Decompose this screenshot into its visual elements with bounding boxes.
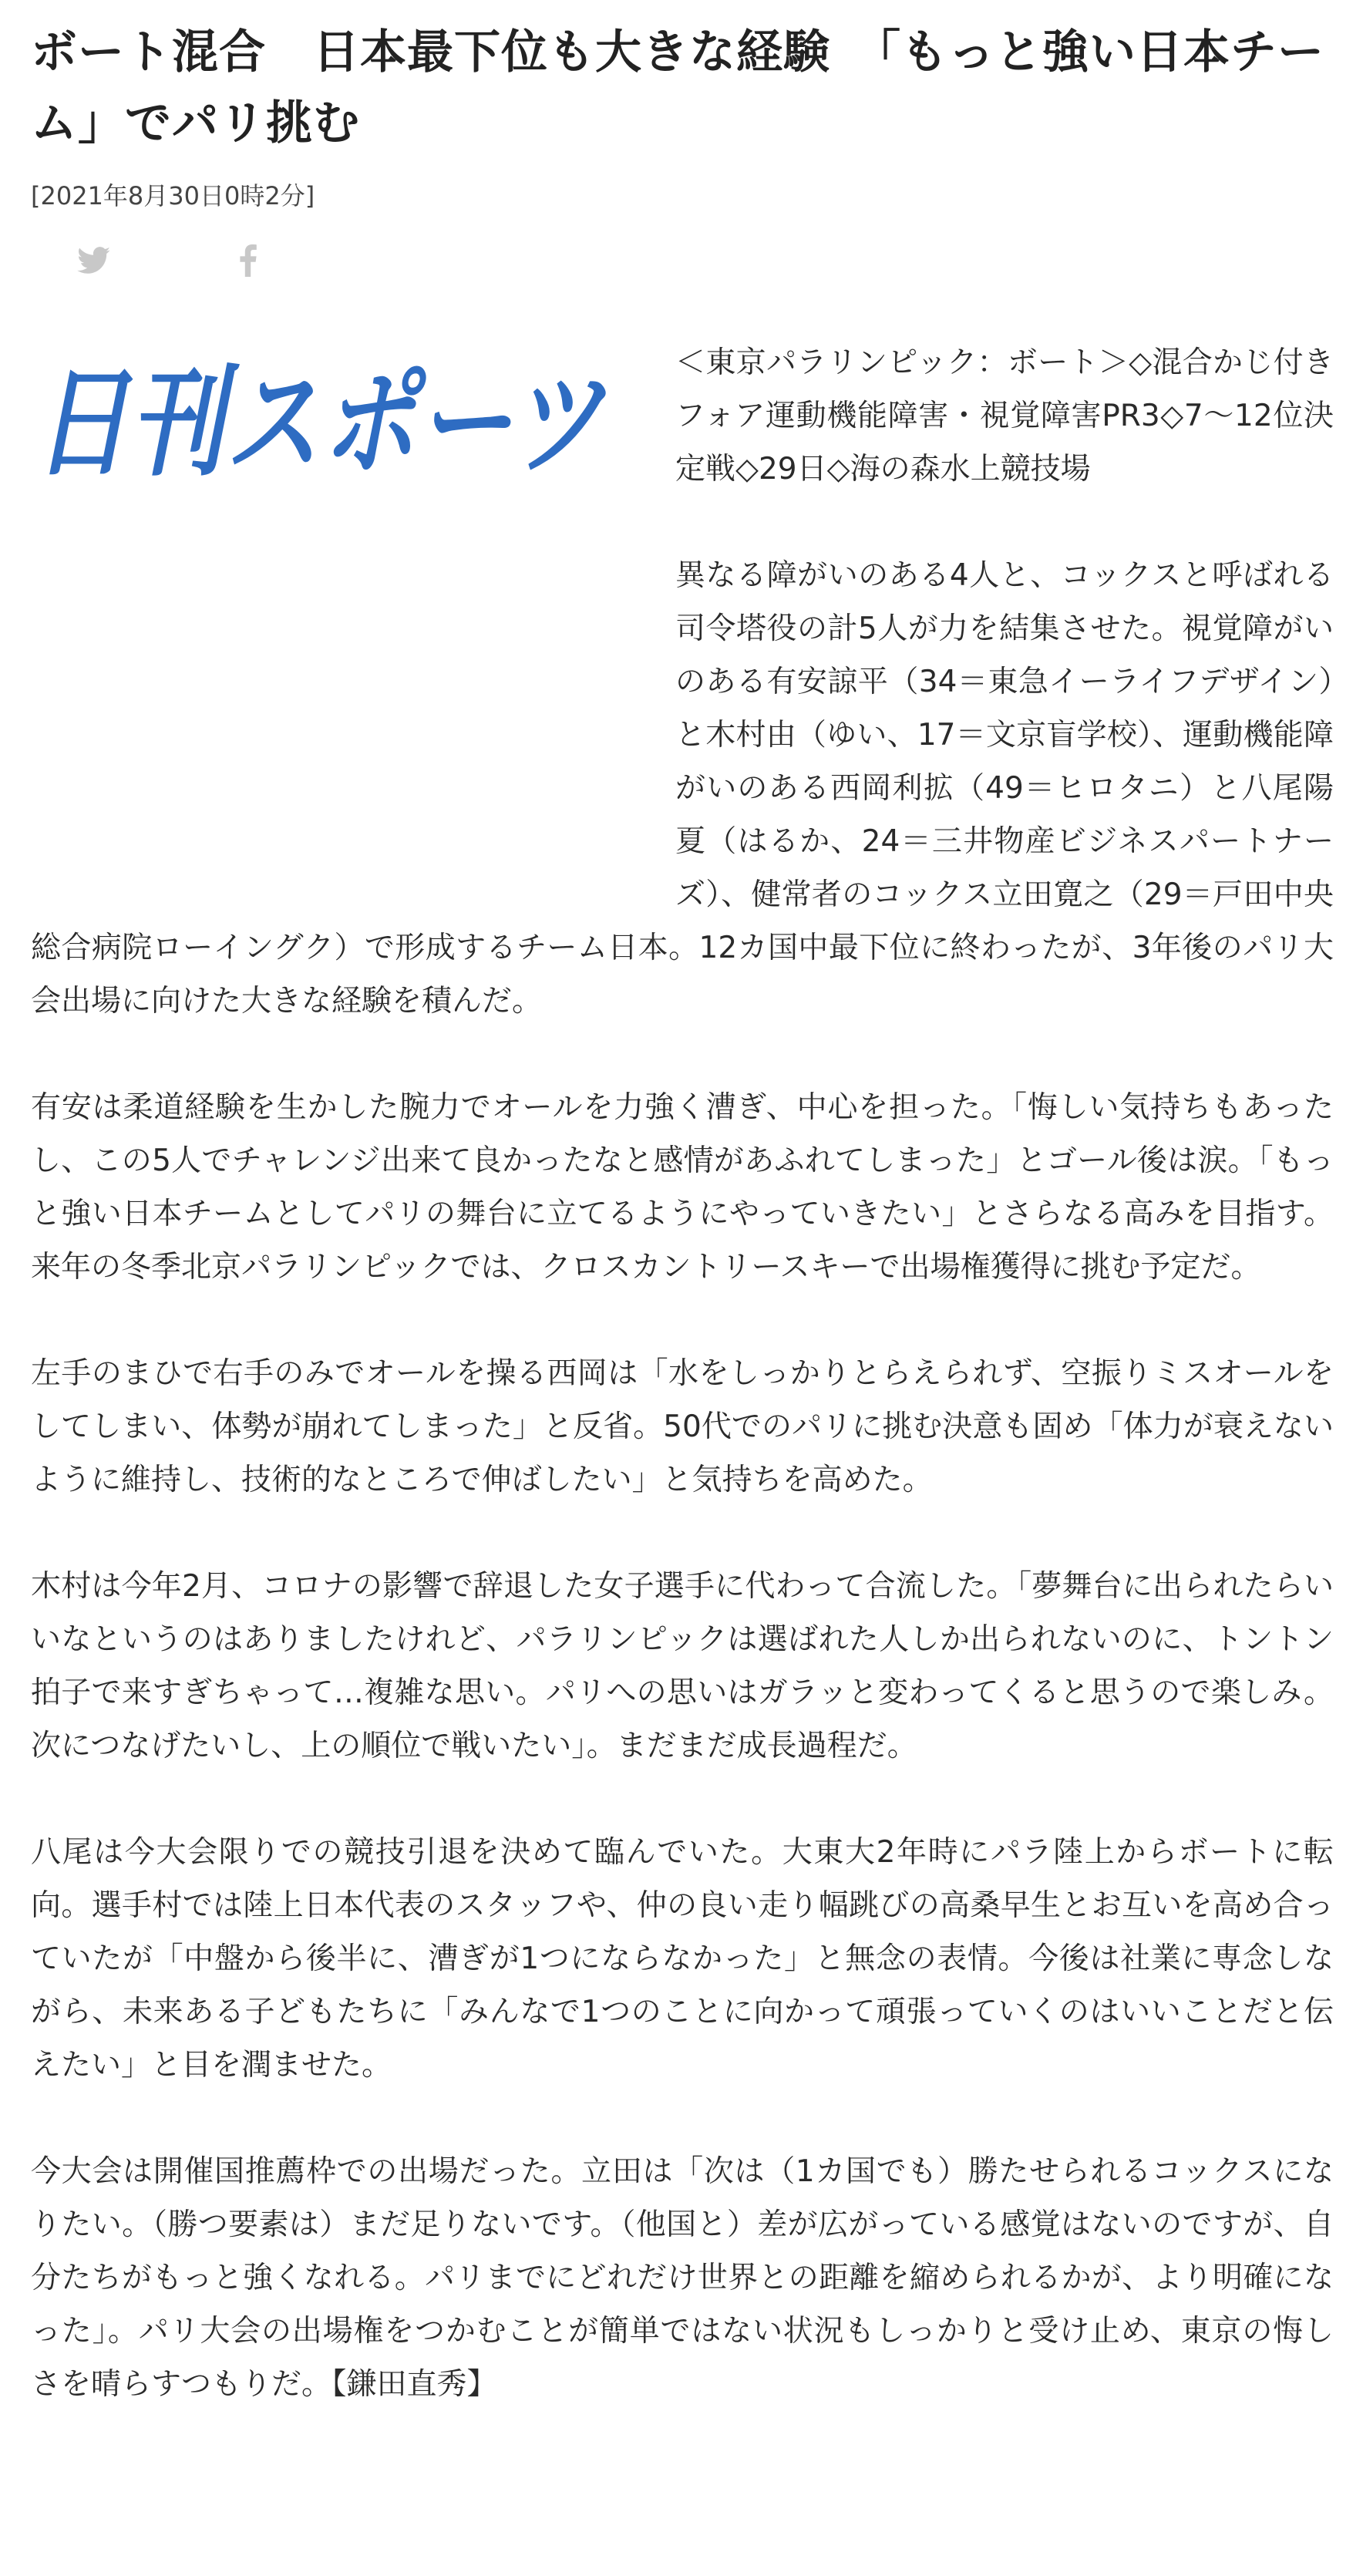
article-paragraph: 木村は今年2月、コロナの影響で辞退した女子選手に代わって合流した。「夢舞台に出られたらいいなというのはありましたけれど、パラリンピックは選ばれた人しか出られないのに、トントン拍子で来すぎちゃって…複雑な思い。パリへの思いはガラッと変わってくると思うので楽しみ。次につなげたいし、上の順位で戦いたい」。まだまだ成長過程だ。 — [31, 1569, 1334, 1763]
facebook-f-icon — [240, 244, 257, 277]
article-paragraph: 有安は柔道経験を生かした腕力でオールを力強く漕ぎ、中心を担った。「悔しい気持ちもあったし、この5人でチャレンジ出来て良かったなと感情があふれてしまった」とゴール後は涙。「もっと強い日本チームとしてパリの舞台に立てるようにやっていきたい」とさらなる高みを目指す。来年の冬季北京パラリンピックでは、クロスカントリースキーで出場権獲得に挑む予定だ。 — [31, 1090, 1334, 1285]
twitter-share-button[interactable] — [71, 237, 117, 284]
svg-text:日刊スポーツ: 日刊スポーツ — [34, 355, 607, 493]
article-paragraph: 八尾は今大会限りでの競技引退を決めて臨んでいた。大東大2年時にパラ陸上からボートに転向。選手村では陸上日本代表のスタッフや、仲の良い走り幅跳びの高桑早生とお互いを高め合っていたが「中盤から後半に、漕ぎが1つにならなかった」と無念の表情。今後は社業に専念しながら、未来ある子どもたちに「みんなで1つのことに向かって頑張っていくのはいいことだと伝えたい」と目を潤ませた。 — [31, 1835, 1334, 2083]
logo-spacer — [31, 336, 675, 891]
article-paragraph: 左手のまひで右手のみでオールを操る西岡は「水をしっかりとらえられず、空振りミスオールをしてしまい、体勢が崩れてしまった」と反省。50代でのパリに挑む決意も固め「体力が衰えないように維持し、技術的なところで伸ばしたい」と気持ちを高めた。 — [31, 1356, 1334, 1497]
event-info-paragraph: ＜東京パラリンピック：ボート＞◇混合かじ付きフォア運動機能障害・視覚障害PR3◇7～12位決定戦◇29日◇海の森水上競技場 — [675, 345, 1334, 487]
article-headline: ボート混合 日本最下位も大きな経験 「もっと強い日本チーム」でパリ挑む — [31, 25, 1324, 150]
article-paragraph: 今大会は開催国推薦枠での出場だった。立田は「次は（1カ国でも）勝たせられるコックスになりたい。（勝つ要素は）まだ足りないです。（他国と）差が広がっている感覚はないのですが、自分たちがもっと強くなれる。パリまでにどれだけ世界との距離を縮められるかが、より明確になった」。パリ大会の出場権をつかむことが簡単ではない状況もしっかりと受け止め、東京の悔しさを晴らすつもりだ。【鎌田直秀】 — [31, 2154, 1334, 2402]
twitter-bird-icon — [77, 247, 111, 274]
article-timestamp: [2021年8月30日0時2分] — [31, 181, 315, 210]
facebook-share-button[interactable] — [225, 237, 271, 284]
article-body — [31, 336, 1334, 2464]
article-paragraph: 異なる障がいのある4人と、コックスと呼ばれる司令塔役の計5人が力を結集させた。視覚障がいのある有安諒平（34＝東急イーライフデザイン）と木村由（ゆい、17＝文京盲学校）、運動機能障がいのある西岡利拡（49＝ヒロタニ）と八尾陽夏（はるか、24＝三井物産ビジネスパートナーズ）、健常者のコックス立田寛之（29＝戸田中央総合病院ローイングク）で形成するチーム日本。12カ国中最下位に終わったが、3年後のパリ大会出場に向けた大きな経験を積んだ。 — [31, 558, 1334, 1019]
